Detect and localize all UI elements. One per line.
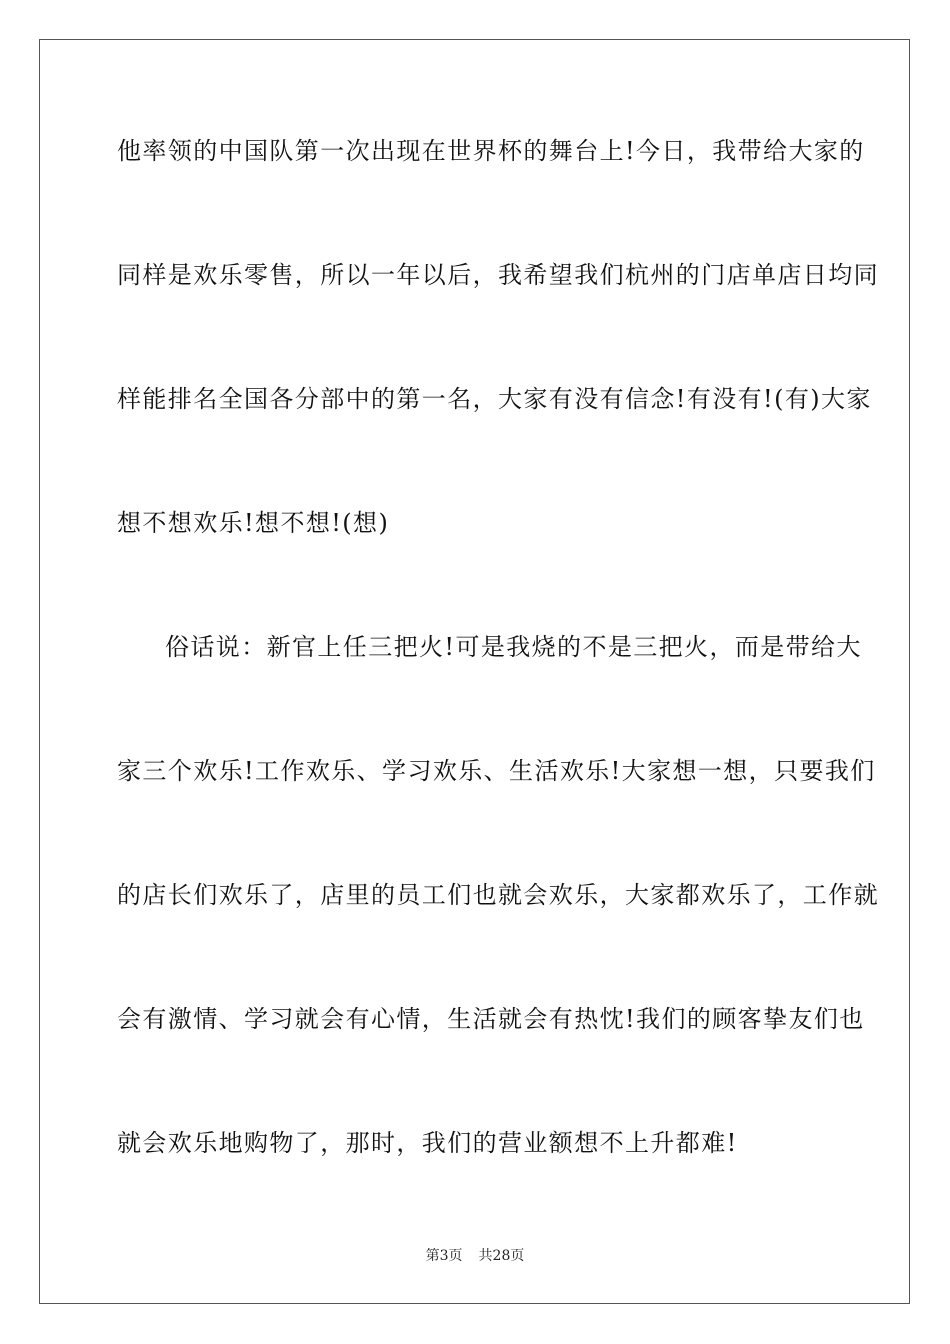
body-text-line: 的店长们欢乐了，店里的员工们也就会欢乐，大家都欢乐了，工作就 — [117, 881, 879, 909]
page-border — [39, 39, 910, 1304]
body-text-line: 样能排名全国各分部中的第一名，大家有没有信念!有没有!(有)大家 — [117, 385, 872, 413]
page-number: 第3页 — [425, 1248, 463, 1264]
body-text-line: 同样是欢乐零售，所以一年以后，我希望我们杭州的门店单店日均同 — [117, 261, 879, 289]
body-text-line: 就会欢乐地购物了，那时，我们的营业额想不上升都难! — [117, 1129, 738, 1157]
body-text-line: 他率领的中国队第一次出现在世界杯的舞台上!今日，我带给大家的 — [117, 137, 865, 165]
page-footer — [0, 1247, 950, 1265]
body-text-line: 会有激情、学习就会有心情，生活就会有热忱!我们的顾客挚友们也 — [117, 1005, 865, 1033]
page-total: 共28页 — [478, 1248, 525, 1264]
paragraph-start-line: 俗话说：新官上任三把火!可是我烧的不是三把火，而是带给大 — [165, 633, 862, 661]
body-text-line: 家三个欢乐!工作欢乐、学习欢乐、生活欢乐!大家想一想，只要我们 — [117, 757, 876, 785]
body-text-line: 想不想欢乐!想不想!(想) — [117, 509, 390, 537]
